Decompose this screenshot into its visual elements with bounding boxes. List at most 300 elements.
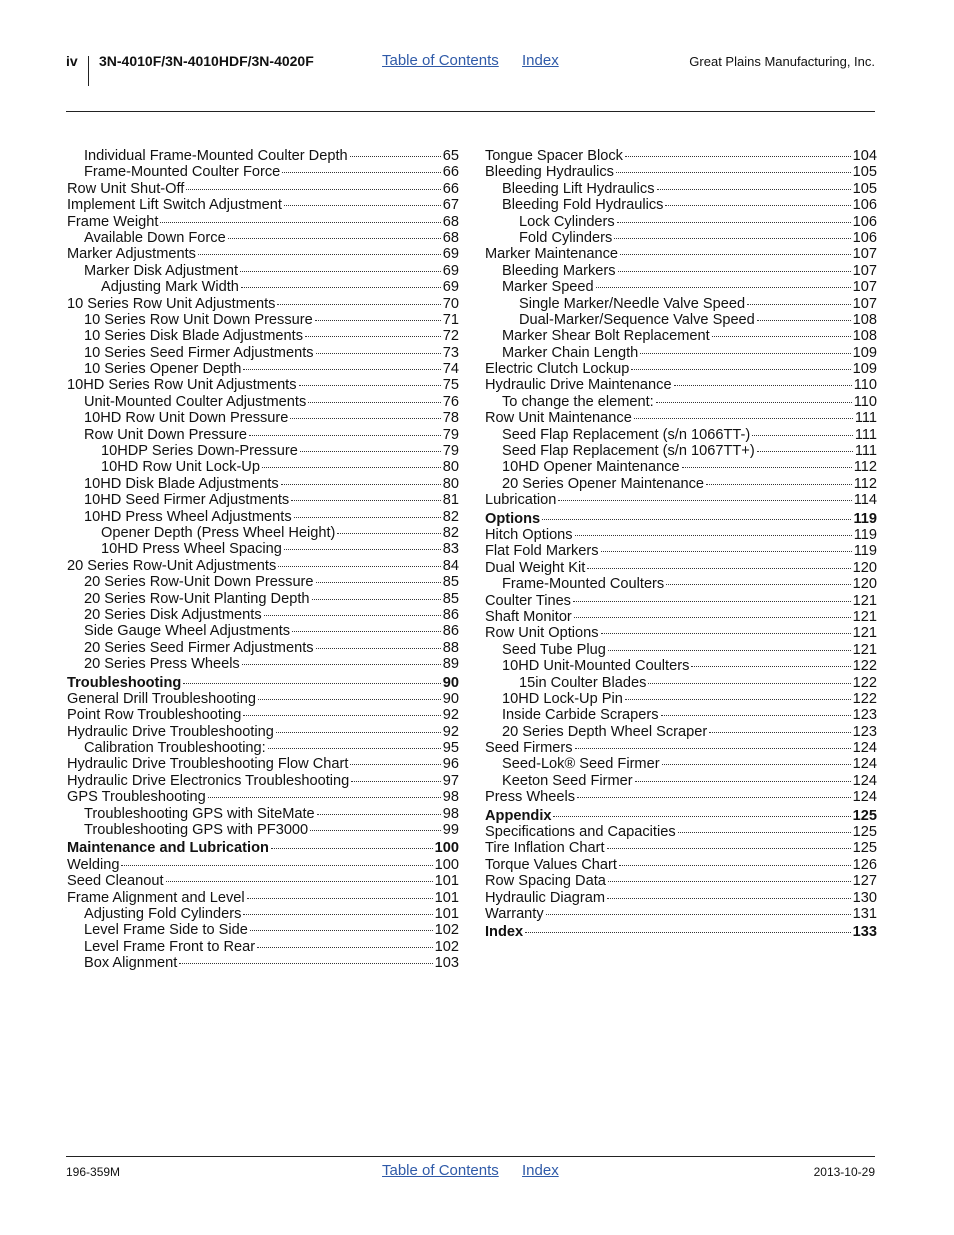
toc-entry[interactable]: [67, 279, 459, 295]
toc-entry-page: 97: [442, 772, 459, 789]
toc-entry[interactable]: [67, 312, 459, 328]
toc-entry-page: 83: [442, 541, 459, 558]
toc-entry-title: Single Marker/Needle Valve Speed: [519, 295, 746, 312]
toc-entry-title: Row Spacing Data: [485, 873, 606, 890]
dot-leader: [757, 319, 851, 321]
dot-leader: [631, 368, 850, 370]
toc-entry-page: 123: [852, 707, 877, 724]
toc-entry-title: Hydraulic Drive Electronics Troubleshooting: [67, 772, 350, 789]
toc-entry-page: 110: [853, 377, 877, 394]
dot-leader: [614, 237, 850, 239]
toc-entry-title: Opener Depth (Press Wheel Height): [101, 524, 336, 541]
toc-entry[interactable]: [67, 361, 459, 377]
toc-entry[interactable]: [67, 164, 459, 180]
toc-entry[interactable]: [485, 148, 877, 164]
toc-entry-page: 73: [442, 344, 459, 361]
toc-entry-title: Adjusting Fold Cylinders: [84, 905, 242, 922]
toc-entry[interactable]: [485, 593, 877, 609]
toc-entry-page: 123: [852, 723, 877, 740]
toc-entry-title: 10HD Series Row Unit Adjustments: [67, 377, 297, 394]
toc-entry-page: 131: [852, 905, 877, 922]
dot-leader: [350, 155, 441, 157]
dot-leader: [121, 864, 432, 866]
dot-leader: [709, 731, 850, 733]
toc-entry[interactable]: [67, 724, 459, 740]
toc-entry-page: 125: [852, 807, 877, 824]
dot-leader: [625, 698, 851, 700]
page-footer: [0, 1160, 954, 1184]
toc-entry-title: Bleeding Markers: [502, 262, 616, 279]
toc-entry[interactable]: [67, 840, 459, 856]
toc-entry-page: 90: [442, 690, 459, 707]
toc-entry-title: Appendix: [485, 807, 552, 824]
toc-entry-page: 79: [442, 426, 459, 443]
toc-entry[interactable]: [485, 476, 877, 492]
toc-entry-title: Lubrication: [485, 492, 557, 509]
toc-entry[interactable]: [485, 873, 877, 889]
dot-leader: [337, 532, 440, 534]
dot-leader: [656, 401, 852, 403]
toc-entry[interactable]: [485, 361, 877, 377]
dot-leader: [277, 303, 440, 305]
toc-entry-title: Row Unit Maintenance: [485, 410, 632, 427]
toc-entry[interactable]: [485, 625, 877, 641]
toc-entry-page: 69: [442, 246, 459, 263]
dot-leader: [747, 303, 851, 305]
dot-leader: [553, 815, 850, 817]
toc-entry[interactable]: [67, 541, 459, 557]
dot-leader: [558, 499, 851, 501]
dot-leader: [312, 598, 441, 600]
toc-entry[interactable]: [485, 214, 877, 230]
toc-entry-page: 110: [853, 393, 877, 410]
toc-entry-page: 119: [853, 526, 877, 543]
toc-entry-page: 120: [852, 576, 877, 593]
toc-entry[interactable]: [67, 246, 459, 262]
dot-leader: [575, 747, 851, 749]
toc-entry-title: Coulter Tines: [485, 592, 571, 609]
toc-entry-page: 74: [442, 361, 459, 378]
dot-leader: [284, 204, 441, 206]
dot-leader: [616, 171, 851, 173]
toc-entry-page: 121: [852, 592, 877, 609]
toc-entry[interactable]: [485, 906, 877, 922]
toc-entry-title: 10HD Lock-Up Pin: [502, 690, 623, 707]
toc-entry-page: 122: [852, 690, 877, 707]
toc-entry[interactable]: [67, 906, 459, 922]
toc-entry-page: 98: [442, 789, 459, 806]
toc-entry-page: 107: [852, 295, 877, 312]
toc-entry-page: 111: [854, 410, 877, 427]
dot-leader: [240, 270, 441, 272]
toc-entry[interactable]: [485, 279, 877, 295]
dot-leader: [674, 384, 852, 386]
dot-leader: [634, 417, 853, 419]
toc-entry[interactable]: [67, 873, 459, 889]
toc-entry[interactable]: [67, 822, 459, 838]
dot-leader: [282, 171, 440, 173]
dot-leader: [666, 583, 850, 585]
dot-leader: [691, 665, 850, 667]
toc-entry-page: 101: [434, 905, 459, 922]
toc-entry-page: 121: [852, 641, 877, 658]
page-header: [0, 50, 954, 90]
dot-leader: [617, 221, 851, 223]
toc-entry[interactable]: [67, 328, 459, 344]
toc-entry[interactable]: [67, 558, 459, 574]
toc-entry[interactable]: [67, 675, 459, 691]
toc-entry-title: Hitch Options: [485, 526, 573, 543]
toc-entry-page: 66: [442, 164, 459, 181]
toc-entry-page: 101: [434, 873, 459, 890]
dot-leader: [574, 616, 851, 618]
toc-entry-page: 133: [852, 924, 877, 941]
toc-entry-page: 114: [853, 492, 877, 509]
footer-toc-link[interactable]: Table of Contents: [382, 1162, 499, 1179]
toc-entry-title: To change the element:: [502, 393, 654, 410]
toc-entry[interactable]: [485, 543, 877, 559]
toc-entry-page: 108: [852, 311, 877, 328]
dot-leader: [278, 565, 441, 567]
toc-entry[interactable]: [67, 197, 459, 213]
dot-leader: [310, 829, 441, 831]
dot-leader: [573, 600, 851, 602]
toc-entry[interactable]: [485, 658, 877, 674]
toc-entry-title: 10HDP Series Down-Pressure: [101, 443, 298, 460]
toc-entry-page: 95: [442, 740, 459, 757]
dot-leader: [281, 483, 441, 485]
dot-leader: [635, 780, 851, 782]
toc-entry-page: 85: [442, 574, 459, 591]
toc-entry-title: Level Frame Front to Rear: [84, 938, 256, 955]
dot-leader: [682, 466, 852, 468]
toc-entry[interactable]: [67, 623, 459, 639]
toc-entry-page: 92: [442, 723, 459, 740]
dot-leader: [665, 204, 850, 206]
toc-entry-page: 119: [853, 543, 877, 560]
dot-leader: [317, 813, 441, 815]
dot-leader: [601, 632, 851, 634]
toc-entry-page: 124: [852, 740, 877, 757]
dot-leader: [607, 897, 851, 899]
toc-entry-title: Keeton Seed Firmer: [502, 772, 633, 789]
toc-entry[interactable]: [67, 789, 459, 805]
toc-entry-title: Row Unit Down Pressure: [84, 426, 248, 443]
header-divider: [88, 56, 89, 86]
dot-leader: [575, 534, 852, 536]
toc-entry[interactable]: [67, 691, 459, 707]
dot-leader: [625, 155, 851, 157]
toc-entry-page: 71: [442, 311, 459, 328]
toc-entry[interactable]: [485, 511, 877, 527]
toc-entry-page: 81: [442, 492, 459, 509]
toc-entry[interactable]: [485, 246, 877, 262]
toc-entry[interactable]: [67, 377, 459, 393]
dot-leader: [620, 253, 851, 255]
toc-entry-page: 78: [442, 410, 459, 427]
toc-entry[interactable]: [67, 756, 459, 772]
toc-entry-title: 20 Series Opener Maintenance: [502, 475, 705, 492]
toc-entry[interactable]: [67, 230, 459, 246]
toc-entry-title: Bleeding Fold Hydraulics: [502, 197, 664, 214]
toc-entry-page: 107: [852, 262, 877, 279]
toc-entry-title: 10HD Row Unit Lock-Up: [101, 459, 260, 476]
toc-entry[interactable]: [67, 394, 459, 410]
toc-entry[interactable]: [67, 492, 459, 508]
toc-entry-page: 102: [434, 922, 459, 939]
toc-entry-title: 20 Series Row-Unit Down Pressure: [84, 574, 314, 591]
dot-leader: [316, 647, 441, 649]
toc-entry[interactable]: [485, 296, 877, 312]
toc-entry-page: 92: [442, 707, 459, 724]
toc-entry-title: General Drill Troubleshooting: [67, 690, 257, 707]
toc-entry[interactable]: [67, 181, 459, 197]
dot-leader: [241, 286, 441, 288]
toc-entry-title: Fold Cylinders: [519, 229, 613, 246]
toc-entry-page: 86: [442, 606, 459, 623]
toc-entry-page: 111: [854, 426, 877, 443]
toc-entry-title: 20 Series Row-Unit Planting Depth: [84, 590, 310, 607]
toc-entry[interactable]: [485, 691, 877, 707]
toc-entry-title: Shaft Monitor: [485, 608, 572, 625]
toc-entry[interactable]: [485, 492, 877, 508]
toc-entry[interactable]: [67, 939, 459, 955]
toc-entry[interactable]: [67, 656, 459, 672]
toc-entry-title: Dual-Marker/Sequence Valve Speed: [519, 311, 755, 328]
toc-entry[interactable]: [485, 459, 877, 475]
toc-entry[interactable]: [485, 675, 877, 691]
toc-entry[interactable]: [67, 509, 459, 525]
toc-entry[interactable]: [485, 924, 877, 940]
dot-leader: [268, 747, 441, 749]
toc-entry[interactable]: [67, 443, 459, 459]
toc-entry[interactable]: [485, 789, 877, 805]
dot-leader: [351, 780, 440, 782]
toc-entry-page: 122: [852, 658, 877, 675]
toc-entry-page: 75: [442, 377, 459, 394]
toc-entry[interactable]: [67, 263, 459, 279]
toc-entry-page: 80: [442, 459, 459, 476]
toc-entry[interactable]: [485, 840, 877, 856]
toc-right-column: [485, 148, 877, 941]
dot-leader: [179, 962, 432, 964]
toc-entry[interactable]: [485, 890, 877, 906]
dot-leader: [271, 847, 433, 849]
toc-entry[interactable]: [67, 607, 459, 623]
toc-entry-page: 111: [854, 443, 877, 460]
toc-entry-page: 88: [442, 639, 459, 656]
page-number: iv: [66, 53, 78, 69]
toc-entry[interactable]: [485, 756, 877, 772]
toc-entry[interactable]: [485, 740, 877, 756]
toc-entry-page: 107: [852, 246, 877, 263]
dot-leader: [712, 335, 851, 337]
toc-entry[interactable]: [485, 443, 877, 459]
toc-entry[interactable]: [485, 642, 877, 658]
toc-entry[interactable]: [485, 197, 877, 213]
toc-entry-title: 10HD Press Wheel Spacing: [101, 541, 282, 558]
dot-leader: [299, 384, 441, 386]
toc-entry-title: Tongue Spacer Block: [485, 148, 623, 164]
toc-entry[interactable]: [67, 591, 459, 607]
toc-entry[interactable]: [485, 164, 877, 180]
toc-entry[interactable]: [485, 576, 877, 592]
toc-entry-page: 76: [442, 393, 459, 410]
toc-entry[interactable]: [485, 377, 877, 393]
dot-leader: [290, 417, 440, 419]
toc-entry-page: 124: [852, 772, 877, 789]
toc-entry[interactable]: [67, 640, 459, 656]
dot-leader: [316, 352, 441, 354]
toc-entry[interactable]: [485, 808, 877, 824]
toc-entry[interactable]: [485, 181, 877, 197]
toc-entry[interactable]: [67, 476, 459, 492]
footer-index-link[interactable]: Index: [522, 1162, 559, 1179]
toc-entry[interactable]: [67, 459, 459, 475]
toc-entry-title: Frame-Mounted Coulter Force: [84, 164, 281, 181]
toc-entry-page: 122: [852, 674, 877, 691]
toc-entry-page: 109: [852, 361, 877, 378]
toc-entry-title: 10 Series Opener Depth: [84, 361, 242, 378]
toc-entry-title: Flat Fold Markers: [485, 543, 599, 560]
toc-entry-page: 68: [442, 229, 459, 246]
toc-entry[interactable]: [67, 214, 459, 230]
toc-entry[interactable]: [485, 345, 877, 361]
toc-entry-title: Seed Cleanout: [67, 873, 164, 890]
toc-entry-title: Hydraulic Drive Troubleshooting Flow Chart: [67, 756, 349, 773]
dot-leader: [166, 880, 433, 882]
toc-entry-title: Seed Tube Plug: [502, 641, 606, 658]
toc-entry-title: Level Frame Side to Side: [84, 922, 248, 939]
toc-entry-title: Maintenance and Lubrication: [67, 840, 269, 857]
toc-entry[interactable]: [67, 773, 459, 789]
toc-entry[interactable]: [485, 707, 877, 723]
toc-entry[interactable]: [67, 890, 459, 906]
toc-entry-page: 130: [852, 889, 877, 906]
toc-entry[interactable]: [485, 560, 877, 576]
toc-entry-page: 121: [852, 625, 877, 642]
dot-leader: [350, 763, 440, 765]
toc-entry-title: Marker Shear Bolt Replacement: [502, 328, 710, 345]
dot-leader: [276, 731, 441, 733]
dot-leader: [608, 649, 851, 651]
toc-entry-page: 106: [852, 197, 877, 214]
toc-entry[interactable]: [67, 707, 459, 723]
toc-entry-title: Implement Lift Switch Adjustment: [67, 197, 282, 214]
toc-entry[interactable]: [485, 394, 877, 410]
toc-entry-page: 103: [434, 955, 459, 972]
toc-entry-page: 100: [434, 856, 459, 873]
toc-entry[interactable]: [485, 230, 877, 246]
toc-entry-title: Press Wheels: [485, 789, 576, 806]
toc-entry-title: Adjusting Mark Width: [101, 279, 239, 296]
toc-entry-title: 10 Series Seed Firmer Adjustments: [84, 344, 314, 361]
dot-leader: [243, 368, 440, 370]
dot-leader: [706, 483, 852, 485]
toc-entry-title: 10HD Press Wheel Adjustments: [84, 508, 292, 525]
header-toc-link[interactable]: Table of Contents: [382, 52, 499, 69]
toc-entry[interactable]: [485, 328, 877, 344]
dot-leader: [258, 698, 441, 700]
toc-entry-title: 20 Series Depth Wheel Scraper: [502, 723, 708, 740]
toc-entry[interactable]: [67, 525, 459, 541]
dot-leader: [160, 221, 440, 223]
toc-entry[interactable]: [67, 955, 459, 971]
dot-leader: [607, 847, 851, 849]
toc-entry-title: Point Row Troubleshooting: [67, 707, 242, 724]
toc-entry-title: Seed Flap Replacement (s/n 1066TT-): [502, 426, 751, 443]
dot-leader: [183, 682, 440, 684]
toc-entry[interactable]: [485, 724, 877, 740]
dot-leader: [228, 237, 441, 239]
toc-entry[interactable]: [67, 922, 459, 938]
dot-leader: [257, 946, 433, 948]
toc-entry-page: 89: [442, 656, 459, 673]
toc-entry-title: Welding: [67, 856, 120, 873]
toc-entry-page: 124: [852, 756, 877, 773]
toc-entry-page: 69: [442, 279, 459, 296]
toc-entry[interactable]: [485, 263, 877, 279]
toc-entry-title: Troubleshooting GPS with PF3000: [84, 822, 309, 839]
dot-leader: [757, 450, 853, 452]
toc-entry[interactable]: [485, 527, 877, 543]
toc-entry-title: Bleeding Hydraulics: [485, 164, 614, 181]
footer-rule: [66, 1156, 875, 1157]
toc-entry[interactable]: [67, 148, 459, 164]
toc-entry-title: Frame Alignment and Level: [67, 889, 245, 906]
dot-leader: [525, 931, 851, 933]
toc-entry[interactable]: [67, 857, 459, 873]
dot-leader: [678, 831, 851, 833]
toc-entry-title: 10 Series Row Unit Down Pressure: [84, 311, 313, 328]
toc-entry[interactable]: [67, 740, 459, 756]
toc-entry-title: Hydraulic Drive Maintenance: [485, 377, 672, 394]
toc-entry-title: Dual Weight Kit: [485, 559, 586, 576]
toc-entry-title: 20 Series Disk Adjustments: [84, 606, 262, 623]
header-index-link[interactable]: Index: [522, 52, 559, 69]
toc-entry[interactable]: [485, 410, 877, 426]
dot-leader: [601, 550, 852, 552]
toc-entry[interactable]: [485, 773, 877, 789]
company-name: Great Plains Manufacturing, Inc.: [689, 54, 875, 69]
toc-entry[interactable]: [67, 345, 459, 361]
toc-entry[interactable]: [485, 824, 877, 840]
toc-entry-page: 79: [442, 443, 459, 460]
toc-entry[interactable]: [67, 296, 459, 312]
toc-entry[interactable]: [485, 312, 877, 328]
toc-entry[interactable]: [67, 410, 459, 426]
toc-entry[interactable]: [485, 857, 877, 873]
toc-entry-title: 10 Series Row Unit Adjustments: [67, 295, 276, 312]
toc-entry-title: Torque Values Chart: [485, 856, 617, 873]
toc-entry-page: 107: [852, 279, 877, 296]
dot-leader: [608, 880, 851, 882]
toc-entry[interactable]: [485, 427, 877, 443]
toc-entry-page: 121: [852, 608, 877, 625]
toc-entry[interactable]: [485, 609, 877, 625]
toc-entry-page: 68: [442, 213, 459, 230]
toc-entry-page: 96: [442, 756, 459, 773]
dot-leader: [316, 581, 441, 583]
dot-leader: [657, 188, 851, 190]
toc-entry-title: Bleeding Lift Hydraulics: [502, 180, 655, 197]
toc-entry-page: 108: [852, 328, 877, 345]
toc-entry-title: Marker Speed: [502, 279, 594, 296]
toc-entry[interactable]: [67, 427, 459, 443]
toc-entry-page: 69: [442, 262, 459, 279]
toc-entry[interactable]: [67, 806, 459, 822]
toc-entry[interactable]: [67, 574, 459, 590]
